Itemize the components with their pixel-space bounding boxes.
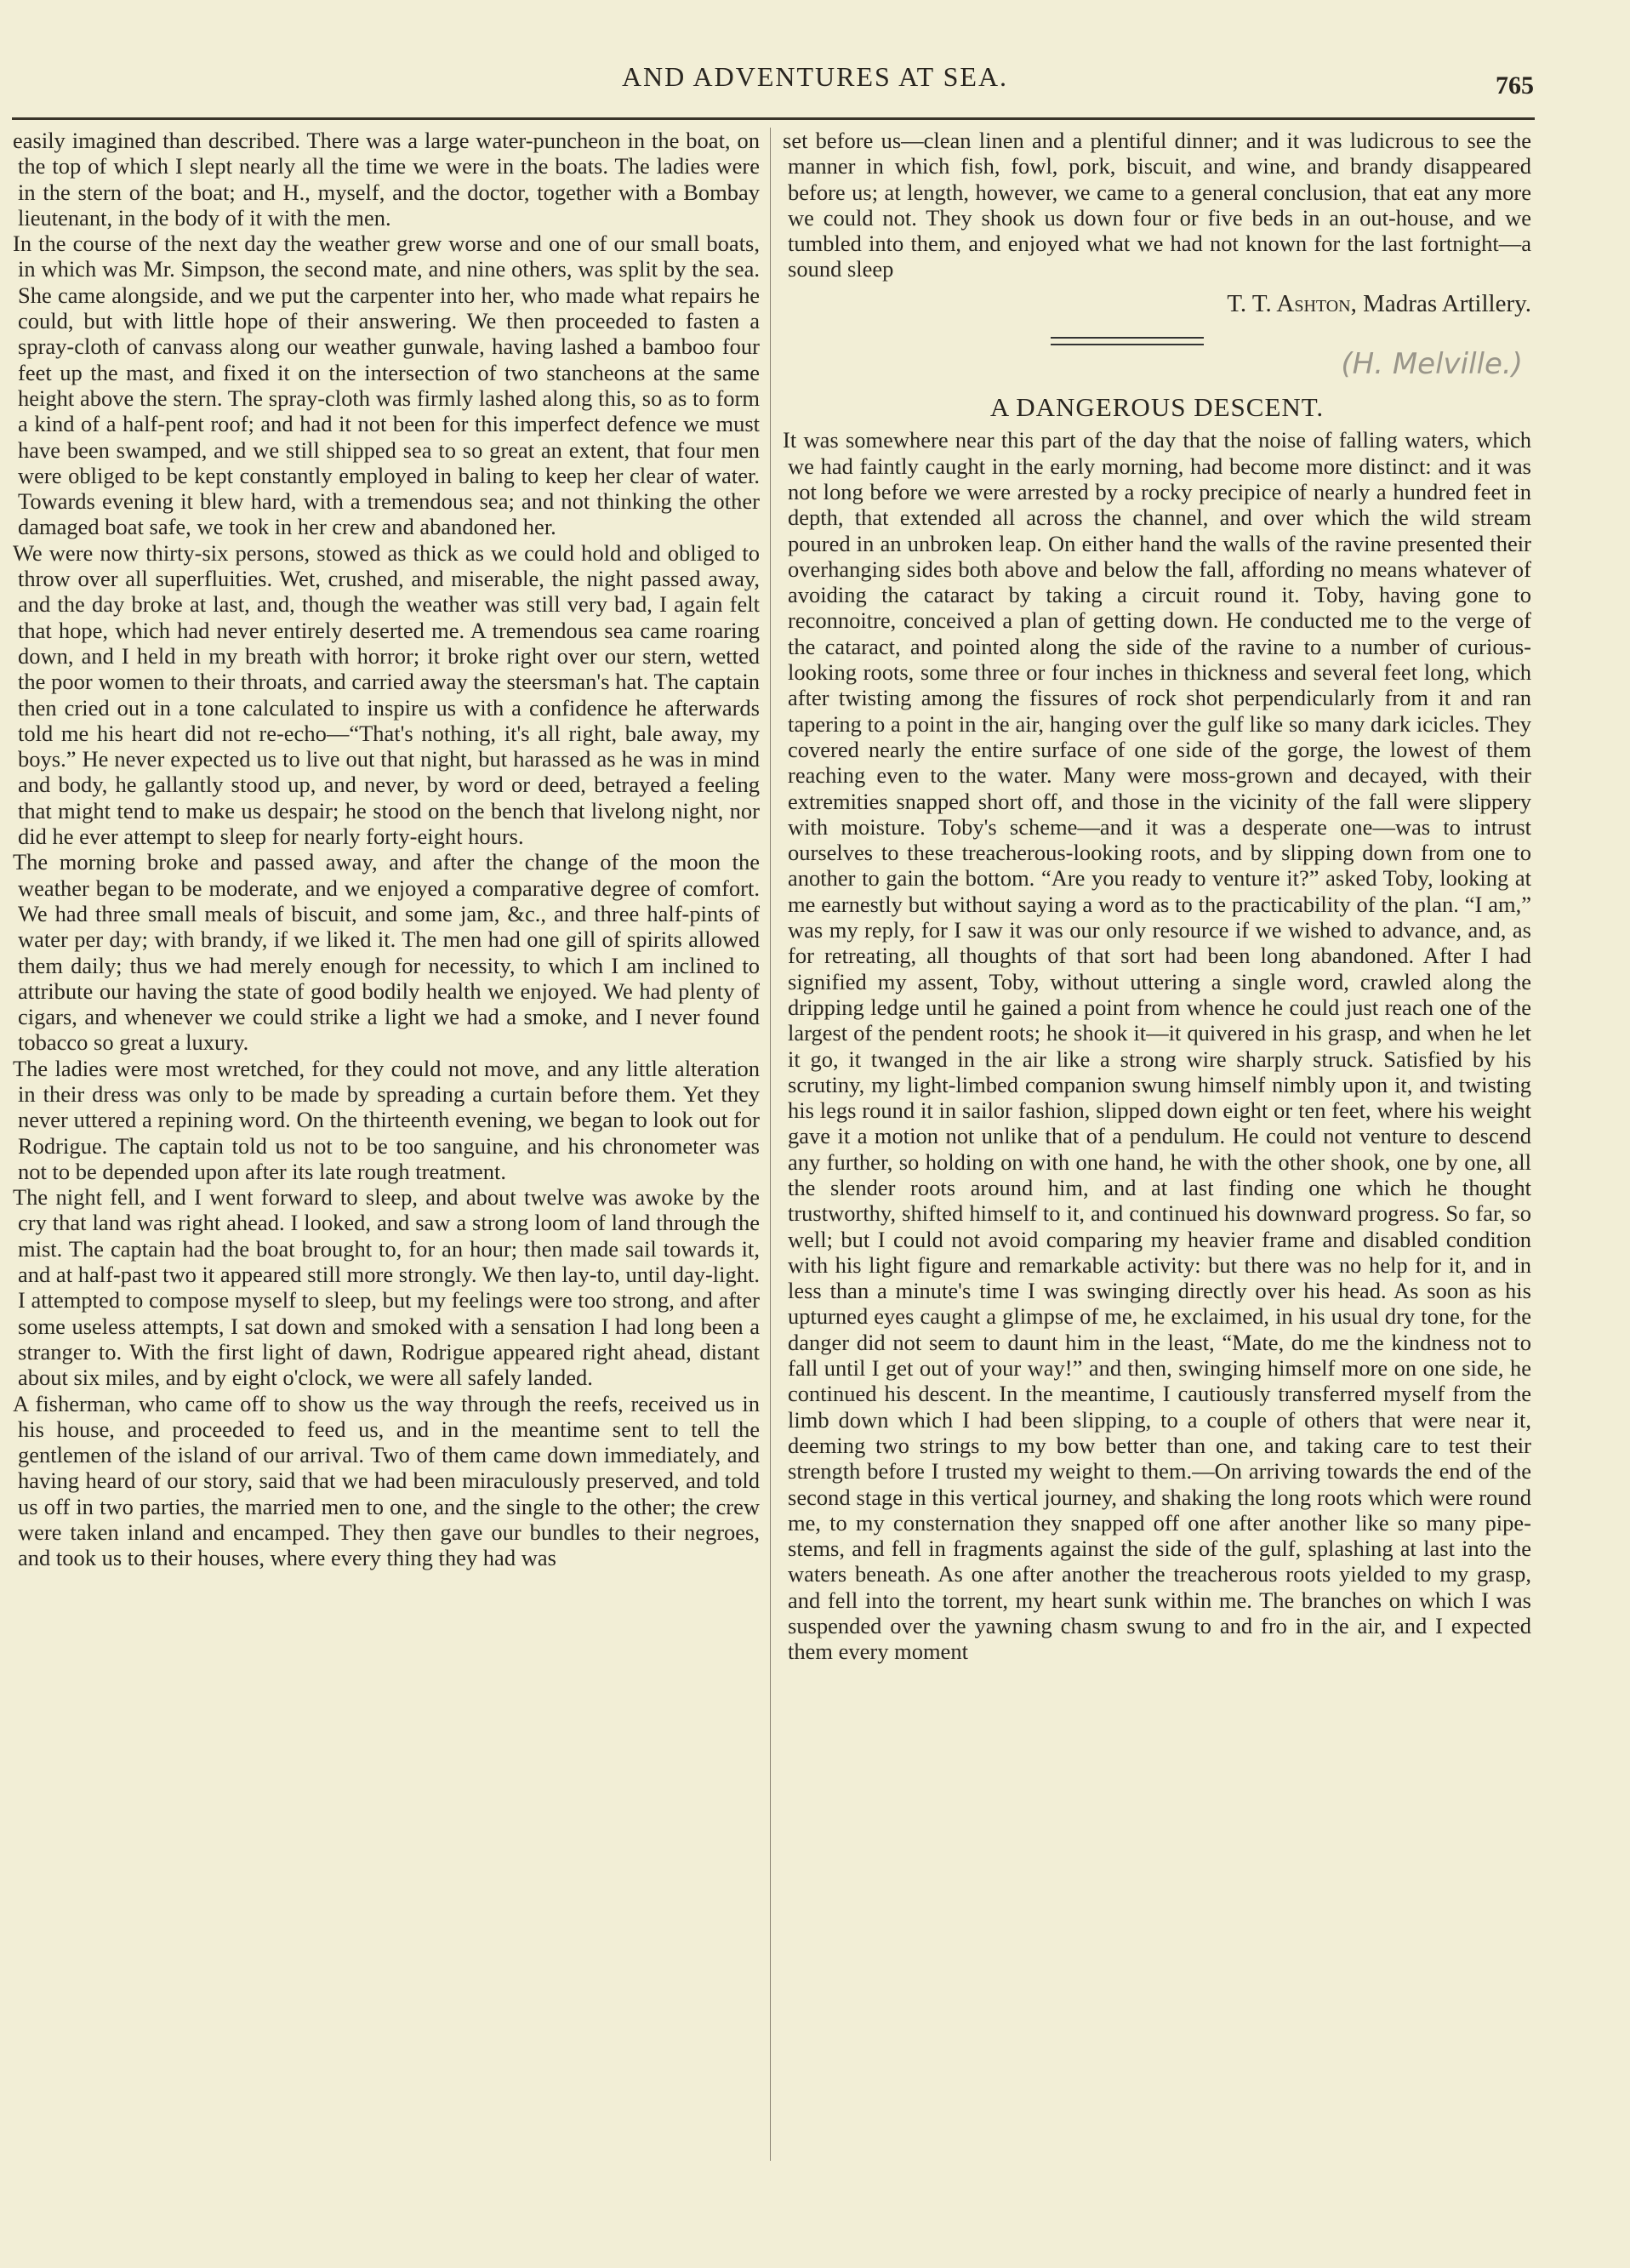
page-number: 765 <box>1496 71 1534 100</box>
author-signature <box>783 291 1531 316</box>
paragraph: It was somewhere near this part of the day that the noise of falling waters, which we had faintly caught in the early morning, had become more distinct: and it was not long before we were arrested by a rocky precipice of nearly a hundred feet in depth, that extended all across the channel, and over which the wild stream poured in an unbroken leap. On either hand the walls of the ravine presented their overhanging sides both above and below the fall, affording no means whatever of avoiding the cataract by taking a circuit round it. Toby, having gone to reconnoitre, conceived a plan of getting down. He conducted me to the verge of the cataract, and pointed along the side of the ravine to a number of curious-looking roots, some three or four inches in thickness and several feet long, which after twisting among the fissures of rock shot perpendicularly from it and ran tapering to a point in the air, hanging over the gulf like so many dark icicles. They covered nearly the entire surface of one side of the gorge, the lowest of them reaching even to the water. Many were moss-grown and decayed, with their extremities snapped short off, and those in the vicinity of the fall were slippery with moisture. Toby's scheme—and it was a desperate one—was to intrust ourselves to these treacherous-looking roots, and by slipping down from one to another to gain the bottom. “Are you ready to venture it?” asked Toby, looking at me earnestly but without saying a word as to the practicability of the plan. “I am,” was my reply, for I saw it was our only resource if we wished to advance, and, as for retreating, all thoughts of that sort had been long abandoned. After I had signified my assent, Toby, without uttering a single word, crawled along the dripping ledge until he gained a point from whence he could just reach one of the largest of the pendent roots; he shook it—it quivered in his grasp, and when he let it go, it twanged in the air like a strong wire sharply struck. Satisfied by his scrutiny, my light-limbed companion swung himself nimbly upon it, and twisting his legs round it in sailor fashion, slipped down eight or ten feet, where his weight gave it a motion not unlike that of a pendulum. He could not venture to descend any further, so holding on with one hand, he with the other shook, one by one, all the slender roots around him, and at last finding one which he thought trustworthy, shifted himself to it, and continued his downward progress. So far, so well; but I could not avoid comparing my heavier frame and disabled condition with his light figure and remarkable activity: but there was no help for it, and in less than a minute's time I was swinging directly over his head. As soon as his upturned eyes caught a glimpse of me, he exclaimed, in his usual dry tone, for the danger did not seem to daunt him in the least, “Mate, do me the kindness not to fall until I get out of your way!” and then, swinging himself more on one side, he continued his descent. In the meantime, I cautiously transferred myself from the limb down which I had been slipping, to a couple of others that were near it, deeming two strings to my bow better than one, and taking care to test their strength before I trusted my weight to them.—On arriving towards the end of the second stage in this vertical journey, and shaking the long roots which were round me, to my consternation they snapped off one after another like so many pipe-stems, and fell in fragments against the side of the gulf, splashing at last into the waters beneath. As one after another the treacherous roots yielded to my grasp, and fell into the torrent, my heart sunk within me. The branches on which I was suspended over the yawning chasm swung to and fro in the air, and I expected them every moment <box>783 427 1531 1665</box>
handwritten-annotation: (H. Melville.) <box>1341 347 1523 382</box>
right-column <box>783 128 1531 1665</box>
running-header: AND ADVENTURES AT SEA. <box>621 61 1009 92</box>
paragraph: We were now thirty-six persons, stowed as thick as we could hold and obliged to throw over all superfluities. Wet, crushed, and miserable, the night passed away, and the day broke at last, and, though the weather was still very bad, I again felt that hope, which had never entirely deserted me. A tremendous sea came roaring down, and I held in my breath with horror; it broke right over our stern, wetted the poor women to their throats, and carried away the steersman's hat. The captain then cried out in a tone calculated to inspire us with a confidence he afterwards told me his heart did not re-echo—“That's nothing, it's all right, bale away, my boys.” He never expected us to live out that night, but harassed as he was in mind and body, he gallantly stood up, and never, by word or deed, betrayed a feeling that might tend to make us despair; he stood on the bench that livelong night, nor did he ever attempt to sleep for nearly forty-eight hours. <box>13 539 760 850</box>
continuation-paragraph: set before us—clean linen and a plentiful dinner; and it was ludicrous to see the manner in which fish, fowl, pork, biscuit, and wine, and brandy disappeared before us; at length, however, we came to a general conclusion, that eat any more we could not. They shook us down four or five beds in an out-house, and we tumbled into them, and enjoyed what we had not known for the last fortnight—a sound sleep <box>783 128 1531 282</box>
paragraph: In the course of the next day the weather grew worse and one of our small boats, in which was Mr. Simpson, the second mate, and nine others, was split by the sea. She came alongside, and we put the carpenter into her, who made what repairs he could, but with little hope of their answering. We then proceeded to fasten a spray-cloth of canvass along our weather gunwale, having lashed a bamboo four feet up the mast, and fixed it on the intersection of two stancheons at the same height above the stern. The spray-cloth was firmly lashed along this, so as to form a kind of a half-pent roof; and had it not been for this imperfect defence we must have been swamped, and we still shipped sea to so great an extent, that four men were obliged to be kept constantly employed in baling to keep her clear of water. Towards evening it blew hard, with a tremendous sea; and not thinking the other damaged boat safe, we took in her crew and abandoned her. <box>13 231 760 540</box>
left-column <box>13 128 760 1571</box>
divider-row <box>783 328 1531 395</box>
paragraph: A fisherman, who came off to show us the way through the reefs, received us in his house, and proceeded to feed us, and in the meantime sent to tell the gentlemen of the island of our arrival. Two of them came down immediately, and having heard of our story, said that we had been miraculously preserved, and told us off in two parties, the married men to one, and the single to the other; the crew were taken inland and encamped. They then gave our bundles to their negroes, and took us to their houses, where every thing they had was <box>13 1390 760 1571</box>
paragraph: The night fell, and I went forward to sleep, and about twelve was awoke by the cry that land was right ahead. I looked, and saw a strong loom of land through the mist. The captain had the boat brought to, for an hour; then made sail towards it, and at half-past two it appeared still more strongly. We then lay-to, until day-light. I attempted to compose myself to sleep, but my feelings were too strong, and after some useless attempts, I sat down and smoked with a sensation I had long been a stranger to. With the first light of dawn, Rodrigue appeared right ahead, distant about six miles, and by eight o'clock, we were all safely landed. <box>13 1184 760 1391</box>
header-rule <box>12 117 1535 120</box>
section-divider <box>1051 337 1204 345</box>
paragraph: The ladies were most wretched, for they could not move, and any little alteration in their dress was only to be made by spreading a curtain before them. Yet they never uttered a repining word. On the thirteenth evening, we began to look out for Rodrigue. The captain told us not to be too sanguine, and his chronometer was not to be depended upon after its late rough treatment. <box>13 1055 760 1184</box>
paragraph: easily imagined than described. There was a large water-puncheon in the boat, on the top of which I slept nearly all the time we were in the boats. The ladies were in the stern of the boat; and H., myself, and the doctor, together with a Bombay lieutenant, in the body of it with the men. <box>13 128 760 231</box>
signature-affiliation: Madras Artillery. <box>1356 289 1531 317</box>
paragraph: The morning broke and passed away, and after the change of the moon the weather began to be moderate, and we enjoyed a comparative degree of comfort. We had three small meals of biscuit, and some jam, &c., and three half-pints of water per day; with brandy, if we liked it. The men had one gill of spirits allowed them daily; thus we had merely enough for necessity, to which I am inclined to attribute our having the state of good bodily health we enjoyed. We had plenty of cigars, and whenever we could strike a light we had a smoke, and I never found tobacco so great a luxury. <box>13 849 760 1056</box>
section-title: A DANGEROUS DESCENT. <box>989 392 1325 423</box>
column-divider <box>770 128 771 2161</box>
signature-name: T. T. Ashton, <box>1227 289 1357 317</box>
